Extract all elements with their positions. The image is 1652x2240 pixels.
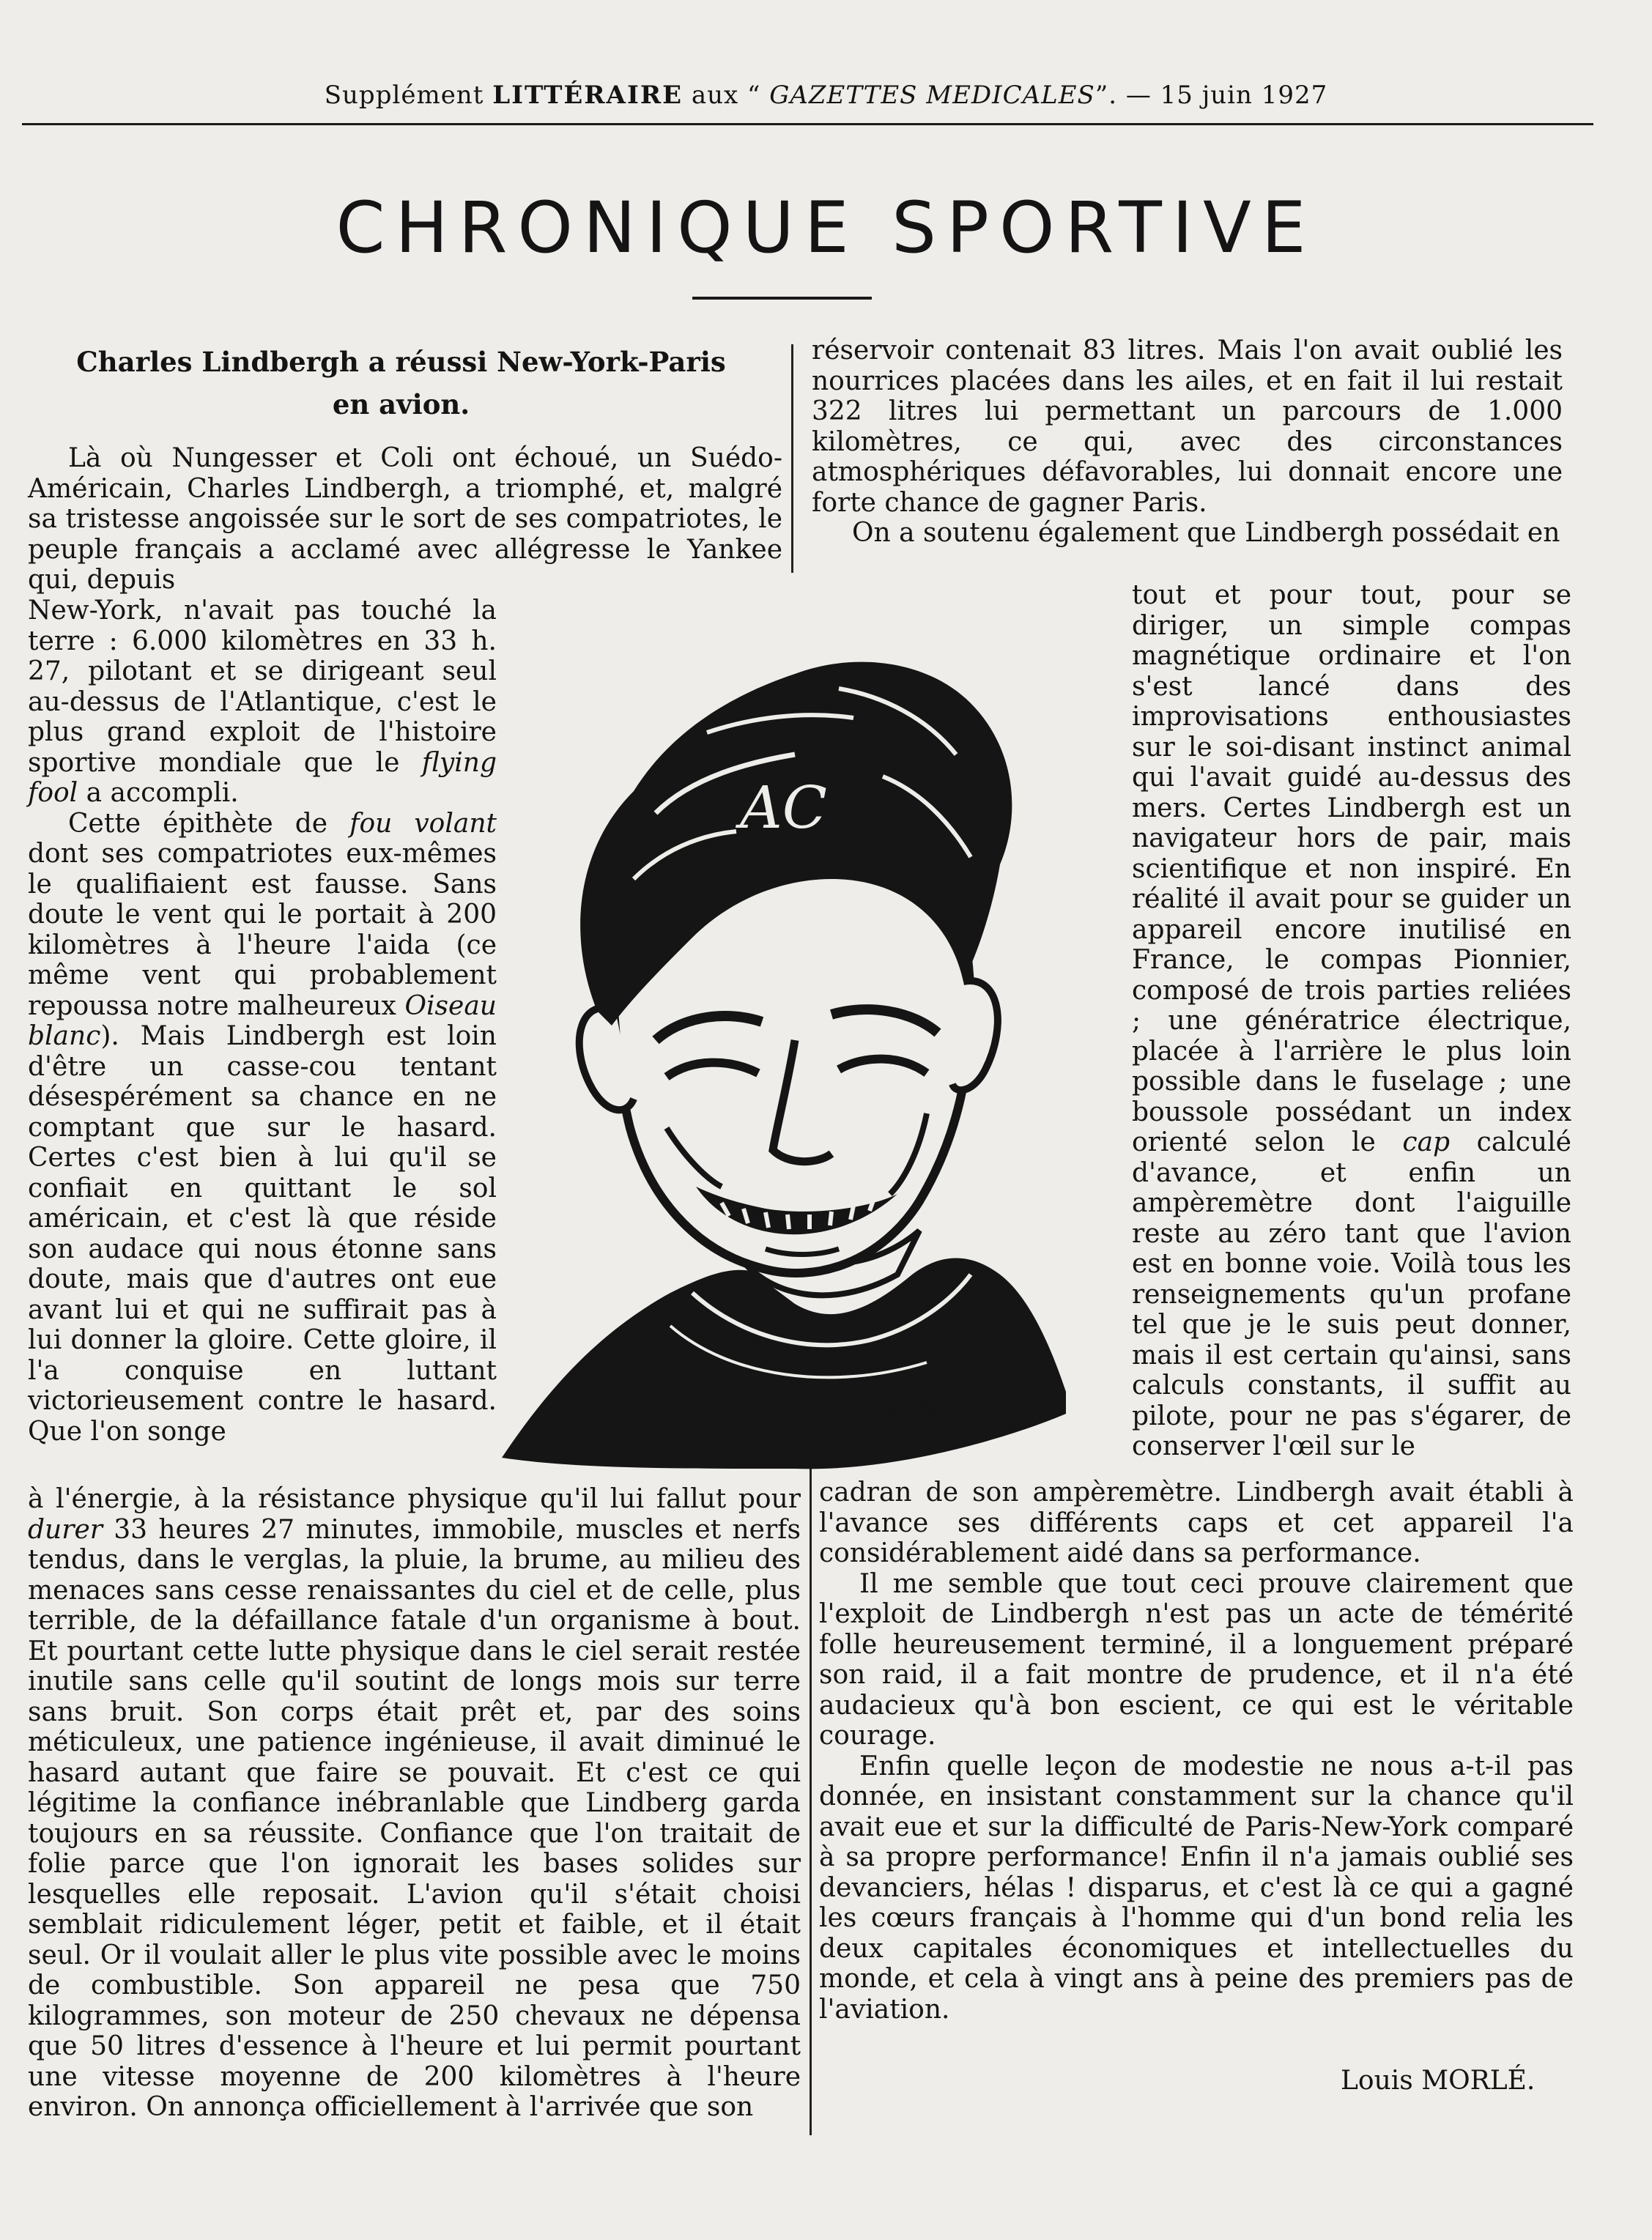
paragraph-epithete: Cette épithète de fou volant dont ses compatriotes eux-mêmes le qualifiaient est fausse. Sans doute le vent qui le portait à 200 kilomètres à l'heure l'aida (ce même vent qui probablement repoussa notre malheureux Oiseau blanc). Mais Lindbergh est loin d'être un casse-cou tentant désespérément sa chance en ne comptant que sur le hasard. Certes c'est bien à lui qu'il se confiait en quittant le sol américain, et c'est là que réside son audace qui nous étonne sans doute, mais que d'autres ont eue avant lui et qui ne suffirait pas à lui donner la gloire. Cette gloire, il l'a conquise en luttant victorieusement contre le hasard. Que l'on songe — [28, 808, 497, 1447]
header-aux: aux “ — [691, 81, 761, 110]
paragraph-compas: tout et pour tout, pour se diriger, un simple compas magnétique ordinaire et l'on s'est lancé dans des improvisations enthousiastes sur le soi-disant instinct animal qui l'avait guidé au-dessus des mers. Certes Lindbergh est un navigateur hors de pair, mais scientifique et non inspiré. En réalité il avait pour se guider un appareil encore inutilisé en France, le compas Pionnier, composé de trois parties reliées ; une génératrice électrique, placée à l'arrière le plus loin possible dans le fuselage ; une boussole possédant un index orienté selon le cap calculé d'avance, et enfin un ampèremètre dont l'aiguille reste au zéro tant que l'avion est en bonne voie. Voilà tous les renseignements qu'un profane tel que je le suis peut donner, mais il est certain qu'ainsi, sans calculs constants, il suffit au pilote, pour ne pas s'égarer, de conserver l'œil sur le — [1132, 580, 1571, 1461]
header-prefix: Supplément — [324, 81, 484, 110]
page-title: CHRONIQUE SPORTIVE — [336, 187, 1316, 269]
right-col-bottom — [819, 1477, 1574, 2025]
headline-line-2: en avion. — [332, 388, 470, 420]
flying-fool-text: flying fool — [28, 747, 497, 808]
author-signature — [1341, 2066, 1535, 2096]
oiseau-blanc-text: Oiseau blanc — [28, 990, 497, 1051]
headline-line-1: Charles Lindbergh a réussi New-York-Paris — [76, 346, 726, 378]
article-headline — [40, 341, 762, 426]
right-col-top — [812, 335, 1563, 549]
paragraph-reservoir: réservoir contenait 83 litres. Mais l'on avait oublié les nourrices placées dans les ailes, et en fait il lui restait 322 litres lui permettant un parcours de 1.000 kilomètres, ce qui, avec des circonstances atmosphériques défavorables, lui donnait encore une forte chance de gagner Paris. — [812, 335, 1563, 518]
column-rule-top — [791, 344, 793, 573]
paragraph-cadran: cadran de son ampèremètre. Lindbergh avait établi à l'avance ses différents caps et cet appareil l'a considérablement aidé dans sa performance. — [819, 1477, 1574, 1568]
title-rule — [692, 297, 872, 300]
lindbergh-portrait-illustration — [487, 571, 1073, 1472]
header-rule — [22, 123, 1593, 125]
fou-volant-text: fou volant — [349, 808, 497, 839]
header-gazettes: GAZETTES MEDICALES — [769, 81, 1095, 110]
left-col-narrow — [28, 596, 497, 1447]
durer-text: durer — [28, 1514, 103, 1545]
author-last-name: MORLÉ. — [1421, 2066, 1536, 2096]
portrait-monogram: AC — [740, 774, 827, 842]
page-header — [0, 81, 1652, 110]
cap-text: cap — [1402, 1127, 1451, 1157]
right-col-narrow — [1132, 580, 1571, 1462]
author-first-name: Louis — [1341, 2066, 1413, 2096]
paragraph-intro-cont: New-York, n'avait pas touché la terre : 6.000 kilomètres en 33 h. 27, pilotant et se dirigeant seul au-dessus de l'Atlantique, c'est le plus grand exploit de l'histoire sportive mondiale que le flying fool a accompli. — [28, 596, 497, 808]
paragraph-modestie: Enfin quelle leçon de modestie ne nous a-t-il pas donnée, en insistant constamment sur la chance qu'il avait eue et sur la difficulté de Paris-New-York comparé à sa propre performance! Enfin il n'a jamais oublié ses devanciers, hélas ! disparus, et c'est là ce qui a gagné les cœurs français à l'homme qui d'un bond relia les deux capitales économiques et intellectuelles du monde, et cela à vingt ans à peine des premiers pas de l'aviation. — [819, 1751, 1574, 2025]
column-rule-bottom — [810, 1469, 812, 2135]
paragraph-compas-start: On a soutenu également que Lindbergh possédait en — [852, 518, 1560, 548]
left-col-bottom — [28, 1484, 801, 2123]
paragraph-energie: à l'énergie, à la résistance physique qu'il lui fallut pour durer 33 heures 27 minutes, immobile, muscles et nerfs tendus, dans le verglas, la pluie, la brume, au milieu des menaces sans cesse renaissantes du ciel et de celle, plus terrible, de la défaillance fatale d'un organisme à bout. Et pourtant cette lutte physique dans le ciel serait restée inutile sans celle qu'il soutint de longs mois sur terre sans bruit. Son corps était prêt et, par des soins méticuleux, une patience ingénieuse, il avait diminué le hasard autant que faire se pouvait. Et c'est ce qui légitime la confiance inébranlable que Lindberg garda toujours en sa réussite. Confiance que l'on traitait de folie parce que l'on ignorait les bases solides sur lesquelles elle reposait. L'avion qu'il s'était choisi semblait ridiculement léger, petit et faible, et il était seul. Or il voulait aller le plus vite possible avec le moins de combustible. Son appareil ne pesa que 750 kilogrammes, son moteur de 250 chevaux ne dépensa que 50 litres d'essence à l'heure et lui permit pourtant une vitesse moyenne de 200 kilomètres à l'heure environ. On annonça officiellement à l'arrivée que son — [28, 1484, 801, 2122]
paragraph-prudence: Il me semble que tout ceci prouve clairement que l'exploit de Lindbergh n'est pas un acte de témérité folle heureusement terminé, il a longuement préparé son raid, il a fait montre de prudence, et il n'a été audacieux qu'à bon escient, ce qui est le véritable courage. — [819, 1568, 1574, 1751]
portrait-artist-signature: L.M. — [886, 1392, 962, 1429]
paragraph-intro: Là où Nungesser et Coli ont échoué, un Suédo-Américain, Charles Lindbergh, a triomphé, et, malgré sa tristesse angoissée sur le sort de ses compatriotes, le peuple français a acclamé avec allégresse le Yankee qui, depuis — [28, 443, 782, 595]
header-litteraire: LITTÉRAIRE — [492, 81, 684, 110]
header-date: ”. — 15 juin 1927 — [1094, 81, 1328, 110]
